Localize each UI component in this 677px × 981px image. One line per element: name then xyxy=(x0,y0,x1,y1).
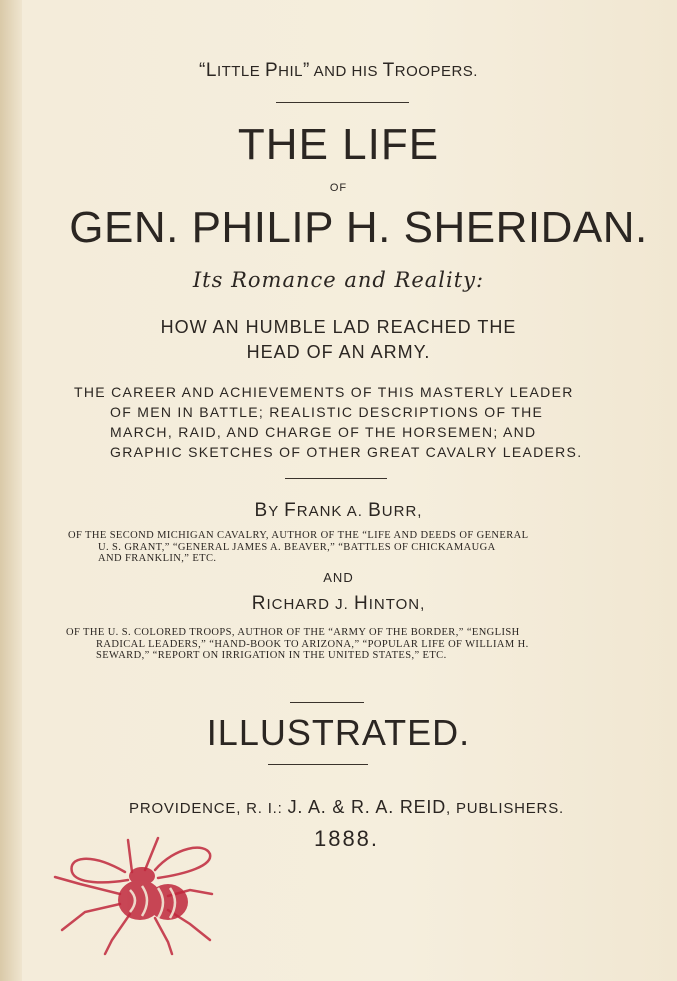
credential-line: AND FRANKLIN,” ETC. xyxy=(98,553,217,564)
author1-name: BY FRANK A. BURR, xyxy=(254,500,423,521)
illustrated-label: ILLUSTRATED. xyxy=(206,712,471,753)
main-title-line2: GEN. PHILIP H. SHERIDAN. xyxy=(69,203,648,252)
description-line: THE CAREER AND ACHIEVEMENTS OF THIS MASTERLY LEADER xyxy=(74,384,574,400)
credential-line: OF THE U. S. COLORED TROOPS, AUTHOR OF THE “ARMY OF THE BORDER,” “ENGLISH xyxy=(66,627,520,638)
divider-rule xyxy=(276,102,409,103)
author2-name: RICHARD J. HINTON, xyxy=(251,593,426,614)
series-title: “LITTLE PHIL” AND HIS TROOPERS. xyxy=(199,60,478,81)
credential-line: OF THE SECOND MICHIGAN CAVALRY, AUTHOR OF THE “LIFE AND DEEDS OF GENERAL xyxy=(68,530,529,541)
subtitle xyxy=(0,315,677,365)
subtitle-line: HEAD OF AN ARMY. xyxy=(246,342,431,362)
bee-stamp-icon xyxy=(50,832,220,957)
author1-credentials xyxy=(68,530,580,565)
tagline: Its Romance and Reality: xyxy=(192,268,485,292)
main-title-line1: THE LIFE xyxy=(237,120,440,169)
and-separator: AND xyxy=(323,570,354,585)
publisher-line: PROVIDENCE, R. I.: J. A. & R. A. REID, PUBLISHERS. xyxy=(129,797,564,817)
divider-rule xyxy=(268,764,368,765)
description-line: MARCH, RAID, AND CHARGE OF THE HORSEMEN; AND xyxy=(110,424,537,440)
subtitle-line: HOW AN HUMBLE LAD REACHED THE xyxy=(160,317,517,337)
title-of: OF xyxy=(329,182,348,194)
description xyxy=(74,382,583,462)
author2-credentials xyxy=(66,627,578,662)
credential-line: SEWARD,” “REPORT ON IRRIGATION IN THE UNITED STATES,” ETC. xyxy=(96,650,447,661)
description-line: GRAPHIC SKETCHES OF OTHER GREAT CAVALRY LEADERS. xyxy=(110,444,583,460)
description-line: OF MEN IN BATTLE; REALISTIC DESCRIPTIONS OF THE xyxy=(110,404,544,420)
divider-rule xyxy=(290,702,364,703)
credential-line: U. S. GRANT,” “GENERAL JAMES A. BEAVER,” “BATTLES OF CHICKAMAUGA xyxy=(98,541,496,553)
credential-line: RADICAL LEADERS,” “HAND-BOOK TO ARIZONA,” “POPULAR LIFE OF WILLIAM H. xyxy=(96,638,529,650)
divider-rule xyxy=(285,478,387,479)
publication-year: 1888. xyxy=(313,826,380,851)
